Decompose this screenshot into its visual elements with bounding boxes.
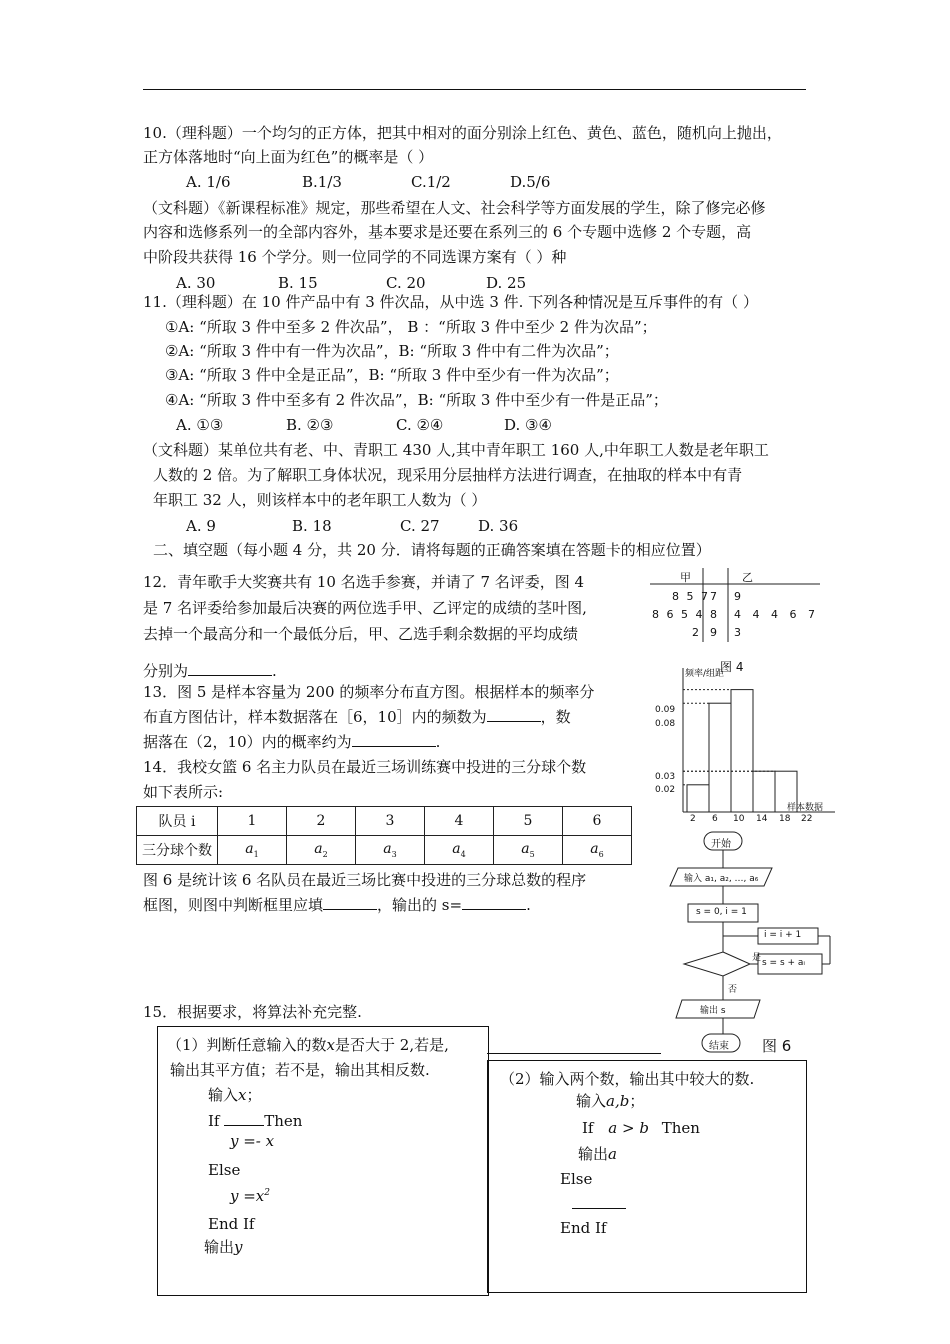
flow-incr-label: i = i + 1 (764, 930, 802, 940)
flow-start-label: 开始 (711, 839, 731, 850)
cell-sub: 2 (322, 849, 328, 859)
cell-sub: 5 (529, 849, 535, 859)
q10-wen-option-c: C. 20 (386, 274, 426, 292)
table-cell: 3 (356, 807, 425, 836)
q15-b1-blank[interactable] (224, 1109, 264, 1126)
fig4-row1-right: 9 (734, 590, 741, 603)
q15-b2-if-line (582, 1116, 700, 1140)
q15-b1-output: 输出 (204, 1238, 235, 1256)
q10-wen-line2: 内容和选修系列一的全部内容外，基本要求是还要在系列三的 6 个专题中选修 2 个专题，高 (143, 223, 752, 241)
q15-b2-cond: a > b (608, 1119, 649, 1137)
q12-line4-text: 分别为 (143, 662, 189, 680)
q11-item-1: ①A: “所取 3 件中至多 2 件次品”， B ：“所取 3 件中至少 2 件为次品”； (165, 318, 657, 336)
fig5-ylabel: 频率/组距 (685, 669, 725, 679)
q15-b2-output-line (578, 1142, 617, 1166)
table-cell (425, 836, 494, 865)
q15-b1-y2-line (230, 1181, 270, 1208)
histogram-bar (709, 703, 731, 812)
flow-decision-shape (684, 952, 750, 976)
q10-wen-option-d: D. 25 (486, 274, 527, 292)
q10-wen-line1: （文科题）《新课程标准》规定，那些希望在人文、社会科学等方面发展的学生，除了修完必修 (143, 199, 766, 217)
table-cell: 2 (287, 807, 356, 836)
histogram-bar (687, 785, 709, 812)
q13-line2 (143, 705, 571, 729)
q14-after2a: 框图，则图中判断框里应填 (143, 896, 324, 914)
q11-wen-option-b: B. 18 (292, 517, 332, 535)
table-cell: 4 (425, 807, 494, 836)
q11-option-c: C. ②④ (396, 416, 444, 434)
table-cell: 队员 i (137, 807, 218, 836)
table-cell (218, 836, 287, 865)
q15-b2-input-semicolon: ； (629, 1092, 645, 1110)
q15-b1-var: x (326, 1036, 336, 1054)
section-2-heading: 二、填空题（每小题 4 分，共 20 分．请将每题的正确答案填在答题卡的相应位置） (153, 541, 711, 559)
cell-sub: 1 (253, 849, 259, 859)
cell-var: a (314, 841, 323, 858)
q11-line1: 11.（理科题）在 10 件产品中有 3 件次品，从中选 3 件. 下列各种情况是互斥事件的有（ ） (143, 293, 758, 311)
q10-wen-option-a: A. 30 (176, 274, 216, 292)
fig4-row3-stem: 9 (710, 626, 717, 639)
q15-box-2 (487, 1060, 807, 1293)
q11-wen-option-c: C. 27 (400, 517, 440, 535)
flow-yes-label: 是 (752, 953, 762, 963)
table-cell (494, 836, 563, 865)
q15-b1-y1: y =- x (230, 1132, 275, 1150)
q14-after2b: ，输出的 s= (377, 896, 463, 914)
q14-blank-2[interactable] (462, 893, 526, 910)
fig4-row3-left: 2 (692, 626, 699, 639)
q14-blank-1[interactable] (323, 893, 377, 910)
q15-b2-if: If (582, 1119, 594, 1137)
histogram-bar (731, 690, 753, 812)
fig5-xlabel: 样本数据 (787, 803, 824, 813)
q15-b1-line2: 输出其平方值；若不是，输出其相反数. (170, 1061, 430, 1079)
q12-answer-blank[interactable] (188, 659, 272, 676)
fig5-ytick-4: 0.02 (655, 785, 676, 795)
fig4-row2-right: 4 4 4 6 7 (734, 608, 819, 621)
flow-no-label: 否 (728, 985, 738, 995)
cell-sub: 6 (598, 849, 604, 859)
fig5-xtick-4: 14 (756, 814, 768, 824)
q15-b1-sq: 2 (264, 1188, 271, 1198)
q13-blank-2[interactable] (352, 730, 436, 747)
q13-end: . (435, 733, 441, 751)
q10-option-a: A. 1/6 (186, 173, 231, 191)
q15-b1-input-line (208, 1083, 262, 1107)
q13-line1: 13．图 5 是样本容量为 200 的频率分布直方图。根据样本的频率分 (143, 683, 595, 701)
table-row (137, 836, 632, 865)
q15-b1-input-semicolon: ； (246, 1086, 262, 1104)
q15-box-2-rule (487, 1053, 661, 1054)
q15-b1-if: If (208, 1112, 220, 1130)
q12-line3: 去掉一个最高分和一个最低分后，甲、乙选手剩余数据的平均成绩 (143, 625, 579, 643)
flowchart-svg (660, 830, 850, 1055)
q11-wen-line3: 年职工 32 人，则该样本中的老年职工人数为（ ） (153, 491, 487, 509)
fig5-xtick-2: 6 (712, 814, 718, 824)
q15-b2-endif: End If (560, 1219, 607, 1237)
q15-b1-outvar: y (234, 1238, 243, 1256)
q14-table (136, 806, 632, 865)
q10-option-c: C.1/2 (411, 173, 451, 191)
q15-b1-input: 输入 (208, 1086, 239, 1104)
q15-b1-endif: End If (208, 1215, 255, 1233)
q12-end: . (272, 662, 277, 680)
q15-b2-input-line (576, 1089, 644, 1113)
q11-option-a: A. ①③ (176, 416, 224, 434)
q11-wen-option-d: D. 36 (478, 517, 519, 535)
table-cell: 6 (563, 807, 632, 836)
q10-line1: 10.（理科题）一个均匀的正方体，把其中相对的面分别涂上红色、黄色、蓝色，随机向上抛出， (143, 124, 782, 142)
flow-output-label: 输出 s (700, 1006, 726, 1016)
figure-5-histogram (655, 664, 845, 834)
fig6-caption: 图 6 (762, 1037, 792, 1055)
fig5-ytick-1: 0.09 (655, 705, 676, 715)
q11-option-d: D. ③④ (504, 416, 552, 434)
q15-b1-line1 (167, 1033, 449, 1057)
q15-b2-vars: a,b (606, 1092, 630, 1110)
q13-line2a: 布直方图估计，样本数据落在［6，10］内的频数为 (143, 708, 487, 726)
q12-line1: 12．青年歌手大奖赛共有 10 名选手参赛，并请了 7 名评委，图 4 (143, 573, 585, 591)
q11-wen-line2: 人数的 2 倍。为了解职工身体状况，现采用分层抽样方法进行调查，在抽取的样本中有青 (153, 466, 743, 484)
fig4-row2-left: 8 6 5 4 (652, 608, 705, 621)
q15-b1-line1b: 是否大于 2,若是, (335, 1036, 449, 1054)
q15-b1-output-line (204, 1235, 243, 1259)
table-cell (563, 836, 632, 865)
cell-var: a (590, 841, 599, 858)
q15-b2-input: 输入 (576, 1092, 607, 1110)
q13-line2b: ，数 (540, 708, 571, 726)
q13-line3 (143, 730, 440, 754)
q15-b2-else: Else (560, 1170, 593, 1188)
fig4-right-header: 乙 (742, 571, 753, 584)
q15-b1-else: Else (208, 1161, 241, 1179)
cell-var: a (521, 841, 530, 858)
figure-6-flowchart (660, 830, 850, 1055)
table-cell (287, 836, 356, 865)
fig5-xtick-1: 2 (690, 814, 696, 824)
q14-after2c: . (526, 896, 531, 914)
histogram-bar (753, 771, 775, 812)
cell-var: a (245, 841, 254, 858)
q13-line3a: 据落在（2，10）内的概率约为 (143, 733, 352, 751)
q13-blank-1[interactable] (487, 705, 541, 722)
fig5-xtick-6: 22 (801, 814, 813, 824)
q14-line1: 14．我校女篮 6 名主力队员在最近三场训练赛中投进的三分球个数 (143, 758, 587, 776)
q10-option-b: B.1/3 (302, 173, 342, 191)
q10-line2: 正方体落地时“向上面为红色”的概率是（ ） (143, 148, 434, 166)
q11-item-4: ④A: “所取 3 件中至多有 2 件次品”，B: “所取 3 件中至少有一件是正品”； (165, 391, 668, 409)
q15-b2-output: 输出 (578, 1145, 609, 1163)
cell-var: a (383, 841, 392, 858)
q11-option-b: B. ②③ (286, 416, 334, 434)
q15-b1-then: Then (264, 1112, 303, 1130)
q14-after2 (143, 893, 531, 917)
table-header-row (137, 807, 632, 836)
flow-update-label: s = s + aᵢ (762, 958, 806, 968)
cell-var: a (452, 841, 461, 858)
table-row-label: 三分球个数 (137, 836, 218, 865)
q10-wen-line3: 中阶段共获得 16 个学分。则一位同学的不同选课方案有（ ）种 (143, 248, 567, 266)
fig4-caption: 图 4 (720, 660, 744, 674)
q15-b2-outvar: a (608, 1145, 617, 1163)
fig4-row2-stem: 8 (710, 608, 717, 621)
q12-line2: 是 7 名评委给参加最后决赛的两位选手甲、乙评定的成绩的茎叶图, (143, 599, 587, 617)
q15-b1-line1a: （1）判断任意输入的数 (167, 1036, 327, 1054)
header-rule (143, 89, 806, 90)
fig5-xtick-3: 10 (733, 814, 745, 824)
table-cell: 1 (218, 807, 287, 836)
figure-4-stem-leaf (650, 564, 820, 644)
q15-b2-blank[interactable] (572, 1208, 626, 1209)
q15-b1-input-var: x (238, 1086, 247, 1104)
fig5-ytick-3: 0.03 (655, 772, 676, 782)
q15-b2-title: （2）输入两个数，输出其中较大的数. (500, 1070, 755, 1088)
table-cell: 5 (494, 807, 563, 836)
q10-option-d: D.5/6 (510, 173, 551, 191)
table-cell (356, 836, 425, 865)
q11-item-2: ②A: “所取 3 件中有一件为次品”，B: “所取 3 件中有二件为次品”； (165, 342, 619, 360)
fig4-row1-stem: 7 (710, 590, 717, 603)
flow-init-label: s = 0, i = 1 (696, 907, 747, 917)
q15-title: 15．根据要求，将算法补充完整. (143, 1003, 362, 1021)
fig4-row3-right: 3 (734, 626, 741, 639)
fig4-row1-left: 8 5 7 (672, 590, 710, 603)
q14-after1: 图 6 是统计该 6 名队员在最近三场比赛中投进的三分球总数的程序 (143, 871, 587, 889)
fig5-xtick-5: 18 (779, 814, 791, 824)
q15-b2-then: Then (661, 1119, 700, 1137)
flow-end-label: 结束 (709, 1041, 729, 1052)
flow-input-label: 输入 a₁, a₂, …, a₆ (684, 874, 759, 884)
q11-wen-line1: （文科题）某单位共有老、中、青职工 430 人,其中青年职工 160 人,中年职工人数是老年职工 (143, 441, 769, 459)
q15-b1-y2: y =x (230, 1187, 265, 1205)
q10-wen-option-b: B. 15 (278, 274, 318, 292)
q14-line2: 如下表所示: (143, 783, 224, 801)
q11-item-3: ③A: “所取 3 件中全是正品”，B: “所取 3 件中至少有一件为次品”； (165, 366, 619, 384)
cell-sub: 3 (391, 849, 397, 859)
cell-sub: 4 (460, 849, 466, 859)
fig5-ytick-2: 0.08 (655, 719, 676, 729)
fig4-left-header: 甲 (680, 571, 691, 584)
q11-wen-option-a: A. 9 (186, 517, 216, 535)
